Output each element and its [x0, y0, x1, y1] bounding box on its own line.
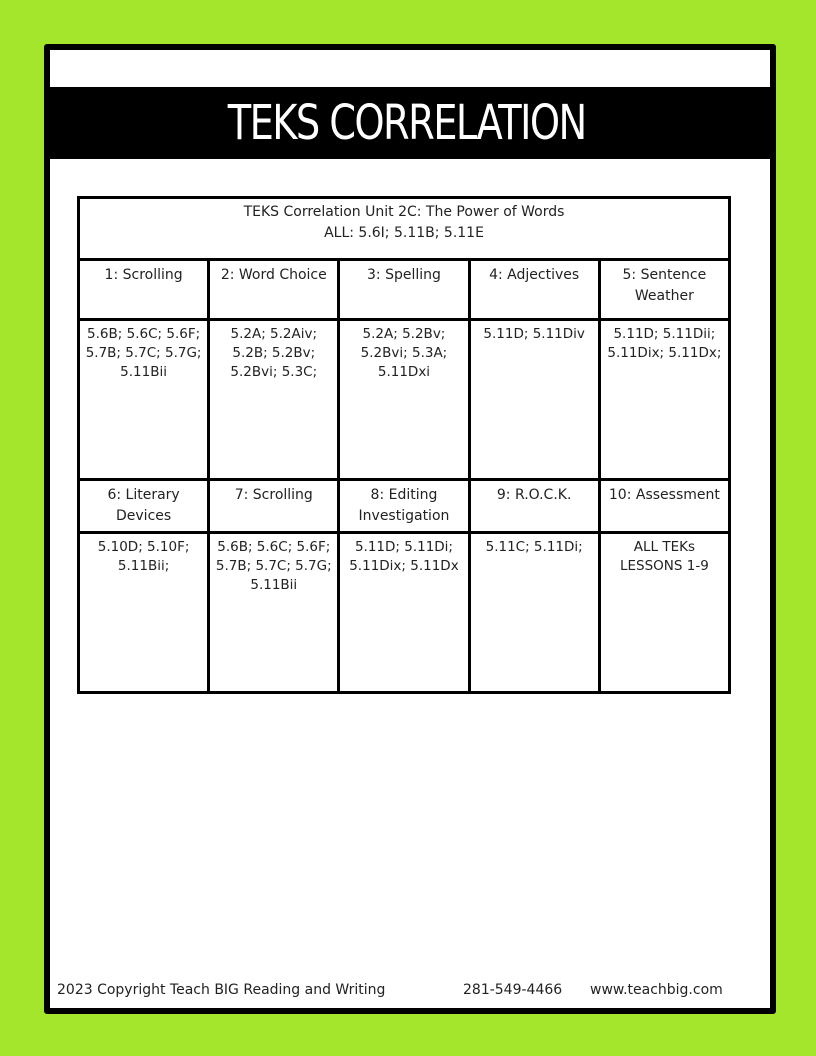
standards-cell: 5.6B; 5.6C; 5.6F; 5.7B; 5.7C; 5.7G; 5.11Bii	[209, 533, 339, 693]
standards-cell: 5.6B; 5.6C; 5.6F; 5.7B; 5.7C; 5.7G; 5.11Bii	[79, 320, 209, 480]
lesson-label-cell: 9: R.O.C.K.	[469, 480, 599, 533]
footer-copyright: 2023 Copyright Teach BIG Reading and Writing	[57, 982, 386, 998]
standards-cell: 5.11D; 5.11Div	[469, 320, 599, 480]
table-heading-cell	[79, 198, 730, 260]
standards-cell: 5.11C; 5.11Di;	[469, 533, 599, 693]
standards-cell: 5.11D; 5.11Di; 5.11Dix; 5.11Dx	[339, 533, 469, 693]
lesson-label-cell: 6: Literary Devices	[79, 480, 209, 533]
standards-cell: 5.11D; 5.11Dii; 5.11Dix; 5.11Dx;	[599, 320, 729, 480]
lesson-label-row-1	[79, 260, 730, 320]
lesson-label-cell: 1: Scrolling	[79, 260, 209, 320]
lesson-label-cell: 8: Editing Investigation	[339, 480, 469, 533]
footer-phone: 281-549-4466	[463, 982, 563, 998]
title-banner	[44, 87, 770, 159]
lesson-label-cell: 3: Spelling	[339, 260, 469, 320]
standards-cell: ALL TEKs LESSONS 1-9	[599, 533, 729, 693]
teks-correlation-table	[77, 196, 731, 694]
standards-cell: 5.10D; 5.10F; 5.11Bii;	[79, 533, 209, 693]
document-page	[44, 44, 776, 1014]
standards-row-2	[79, 533, 730, 693]
lesson-label-row-2	[79, 480, 730, 533]
footer-website: www.teachbig.com	[590, 982, 723, 998]
all-standards: ALL: 5.6I; 5.11B; 5.11E	[324, 225, 484, 241]
lesson-label-cell: 2: Word Choice	[209, 260, 339, 320]
table-heading: TEKS Correlation Unit 2C: The Power of Words	[243, 204, 565, 220]
lesson-label-cell: 7: Scrolling	[209, 480, 339, 533]
standards-cell: 5.2A; 5.2Aiv; 5.2B; 5.2Bv; 5.2Bvi; 5.3C;	[209, 320, 339, 480]
standards-row-1	[79, 320, 730, 480]
page-title: TEKS CORRELATION	[228, 95, 586, 151]
lesson-label-cell: 4: Adjectives	[469, 260, 599, 320]
lesson-label-cell: 5: Sentence Weather	[599, 260, 729, 320]
standards-cell: 5.2A; 5.2Bv; 5.2Bvi; 5.3A; 5.11Dxi	[339, 320, 469, 480]
lesson-label-cell: 10: Assessment	[599, 480, 729, 533]
table-heading-row	[79, 198, 730, 260]
